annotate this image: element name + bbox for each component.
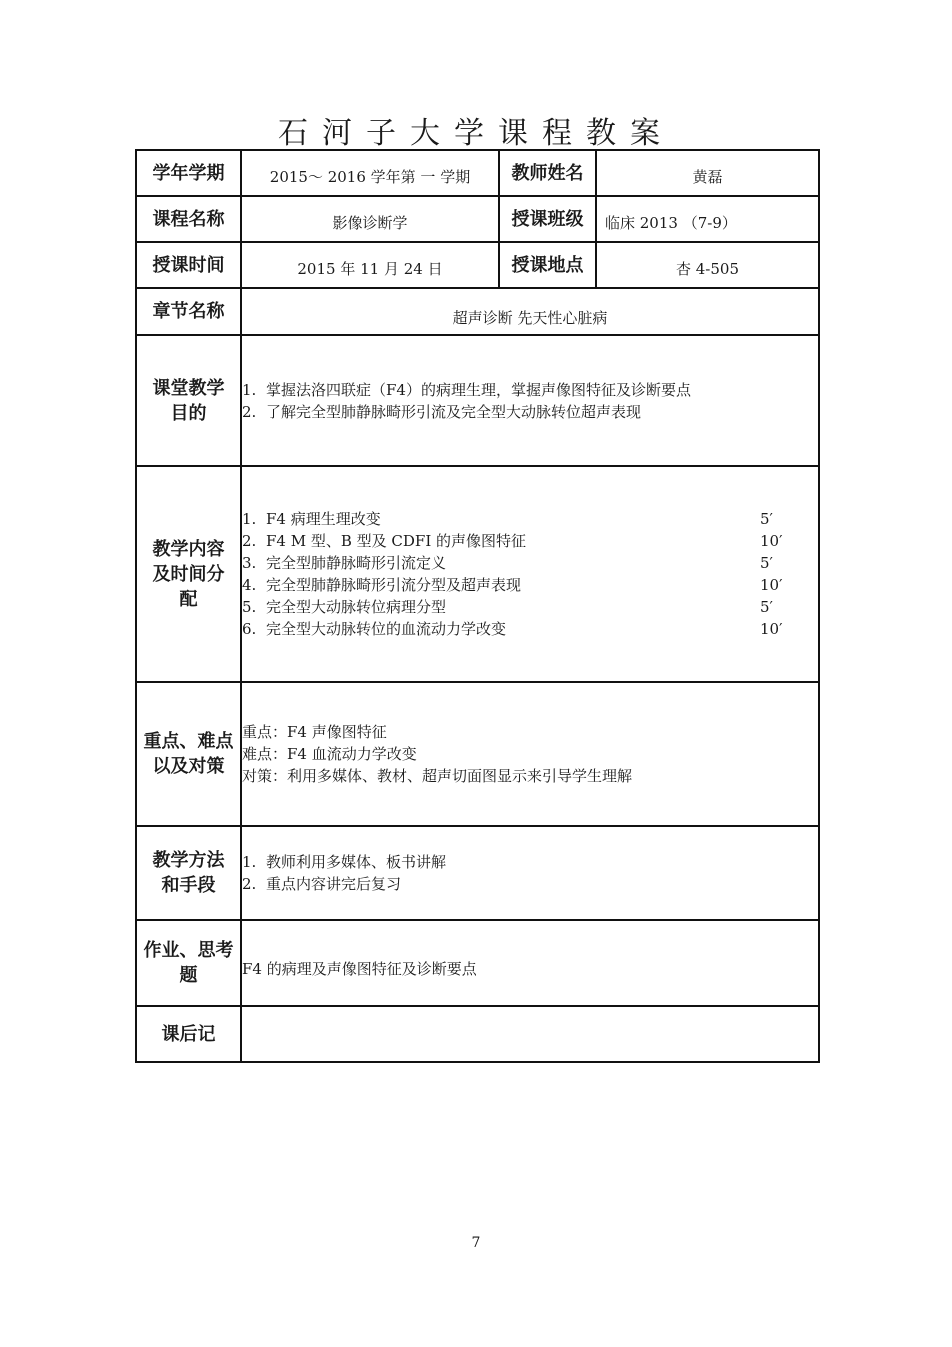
homework-label-line2: 题: [179, 965, 198, 986]
difficulty-line: 难点：F4 血流动力学改变: [242, 745, 417, 763]
list-item-number: 4.: [242, 576, 257, 594]
list-item-number: 1.: [242, 510, 257, 528]
course-label: 课程名称: [136, 196, 241, 242]
list-item: [242, 401, 818, 423]
table-row-objectives: [136, 335, 819, 466]
list-item-text: F4 M 型、B 型及 CDFI 的声像图特征: [266, 532, 527, 550]
page-number: 7: [471, 1235, 481, 1251]
class-label: 授课班级: [499, 196, 596, 242]
objectives-label-line1: 课堂教学: [152, 377, 225, 399]
list-item-number: 3.: [242, 554, 257, 572]
list-item-text: 教师利用多媒体、板书讲解: [266, 853, 447, 871]
list-item-time: 10′: [760, 532, 783, 550]
chapter-label: 章节名称: [136, 288, 241, 335]
list-item-number: 6.: [242, 620, 257, 638]
homework-label-line1: 作业、思考: [143, 940, 234, 961]
key-point-line: 重点：F4 声像图特征: [242, 723, 387, 741]
table-row-methods: [136, 826, 819, 920]
list-item: [242, 618, 818, 640]
teacher-label: 教师姓名: [499, 150, 596, 196]
page-title: 石河子大学课程教案: [278, 116, 674, 151]
chapter-value: 超声诊断 先天性心脏病: [241, 288, 819, 335]
table-row-content: [136, 466, 819, 682]
key-points-label-line2: 以及对策: [152, 756, 225, 777]
list-item-number: 2.: [242, 402, 257, 421]
place-label: 授课地点: [499, 242, 596, 288]
list-item-text: 重点内容讲完后复习: [266, 875, 402, 893]
list-item-text: 了解完全型肺静脉畸形引流及完全型大动脉转位超声表现: [266, 402, 642, 421]
list-item-time: 10′: [760, 576, 783, 594]
table-row-time: [136, 242, 819, 288]
key-points-content: [241, 682, 819, 826]
lesson-plan-table: [135, 149, 820, 1063]
table-row-course: [136, 196, 819, 242]
list-item-time: 10′: [760, 620, 783, 638]
teacher-value: 黄磊: [596, 150, 819, 196]
content-list: [241, 466, 819, 682]
key-points-label: [136, 682, 241, 826]
list-item: [242, 596, 818, 618]
table-row-term: [136, 150, 819, 196]
objectives-content: [241, 335, 819, 466]
list-item-number: 5.: [242, 598, 257, 616]
methods-label-line2: 和手段: [161, 875, 216, 896]
methods-content: [241, 826, 819, 920]
table-row-key-points: [136, 682, 819, 826]
list-item-number: 2.: [242, 875, 257, 893]
list-item: [242, 873, 818, 895]
list-item-number: 1.: [242, 853, 257, 871]
homework-label: [136, 920, 241, 1006]
time-label: 授课时间: [136, 242, 241, 288]
time-value: 2015 年 11 月 24 日: [241, 242, 499, 288]
class-value: 临床 2013 （7-9）: [596, 196, 819, 242]
content-label: [136, 466, 241, 682]
place-value: 杏 4-505: [596, 242, 819, 288]
methods-label: [136, 826, 241, 920]
notes-label: 课后记: [136, 1006, 241, 1062]
list-item-text: 完全型肺静脉畸形引流分型及超声表现: [266, 576, 522, 594]
list-item: [242, 530, 818, 552]
term-label: 学年学期: [136, 150, 241, 196]
content-label-line2: 及时间分: [152, 563, 225, 585]
term-value: 2015～ 2016 学年第 一 学期: [241, 150, 499, 196]
list-item-time: 5′: [760, 510, 773, 528]
table-row-chapter: [136, 288, 819, 335]
list-item-text: 完全型大动脉转位的血流动力学改变: [266, 620, 507, 638]
notes-content: [241, 1006, 819, 1062]
list-item: [242, 508, 818, 530]
list-item-text: 完全型肺静脉畸形引流定义: [266, 554, 447, 572]
list-item-text: F4 病理生理改变: [266, 510, 381, 528]
objectives-label: [136, 335, 241, 466]
list-item-time: 5′: [760, 598, 773, 616]
content-label-line3: 配: [179, 588, 198, 610]
course-value: 影像诊断学: [241, 196, 499, 242]
strategy-line: 对策：利用多媒体、教材、超声切面图显示来引导学生理解: [242, 767, 633, 785]
table-row-notes: [136, 1006, 819, 1062]
list-item-text: 完全型大动脉转位病理分型: [266, 598, 447, 616]
table-row-homework: [136, 920, 819, 1006]
methods-label-line1: 教学方法: [152, 850, 225, 871]
objectives-label-line2: 目的: [170, 402, 207, 424]
list-item-time: 5′: [760, 554, 773, 572]
list-item: [242, 379, 818, 401]
list-item-text: 掌握法洛四联症（F4）的病理生理，掌握声像图特征及诊断要点: [266, 380, 691, 399]
homework-content: F4 的病理及声像图特征及诊断要点: [241, 920, 819, 1006]
list-item: [242, 851, 818, 873]
list-item: [242, 574, 818, 596]
list-item: [242, 552, 818, 574]
content-label-line1: 教学内容: [152, 538, 225, 560]
key-points-label-line1: 重点、难点: [143, 731, 234, 752]
list-item-number: 1.: [242, 380, 257, 399]
list-item-number: 2.: [242, 532, 257, 550]
